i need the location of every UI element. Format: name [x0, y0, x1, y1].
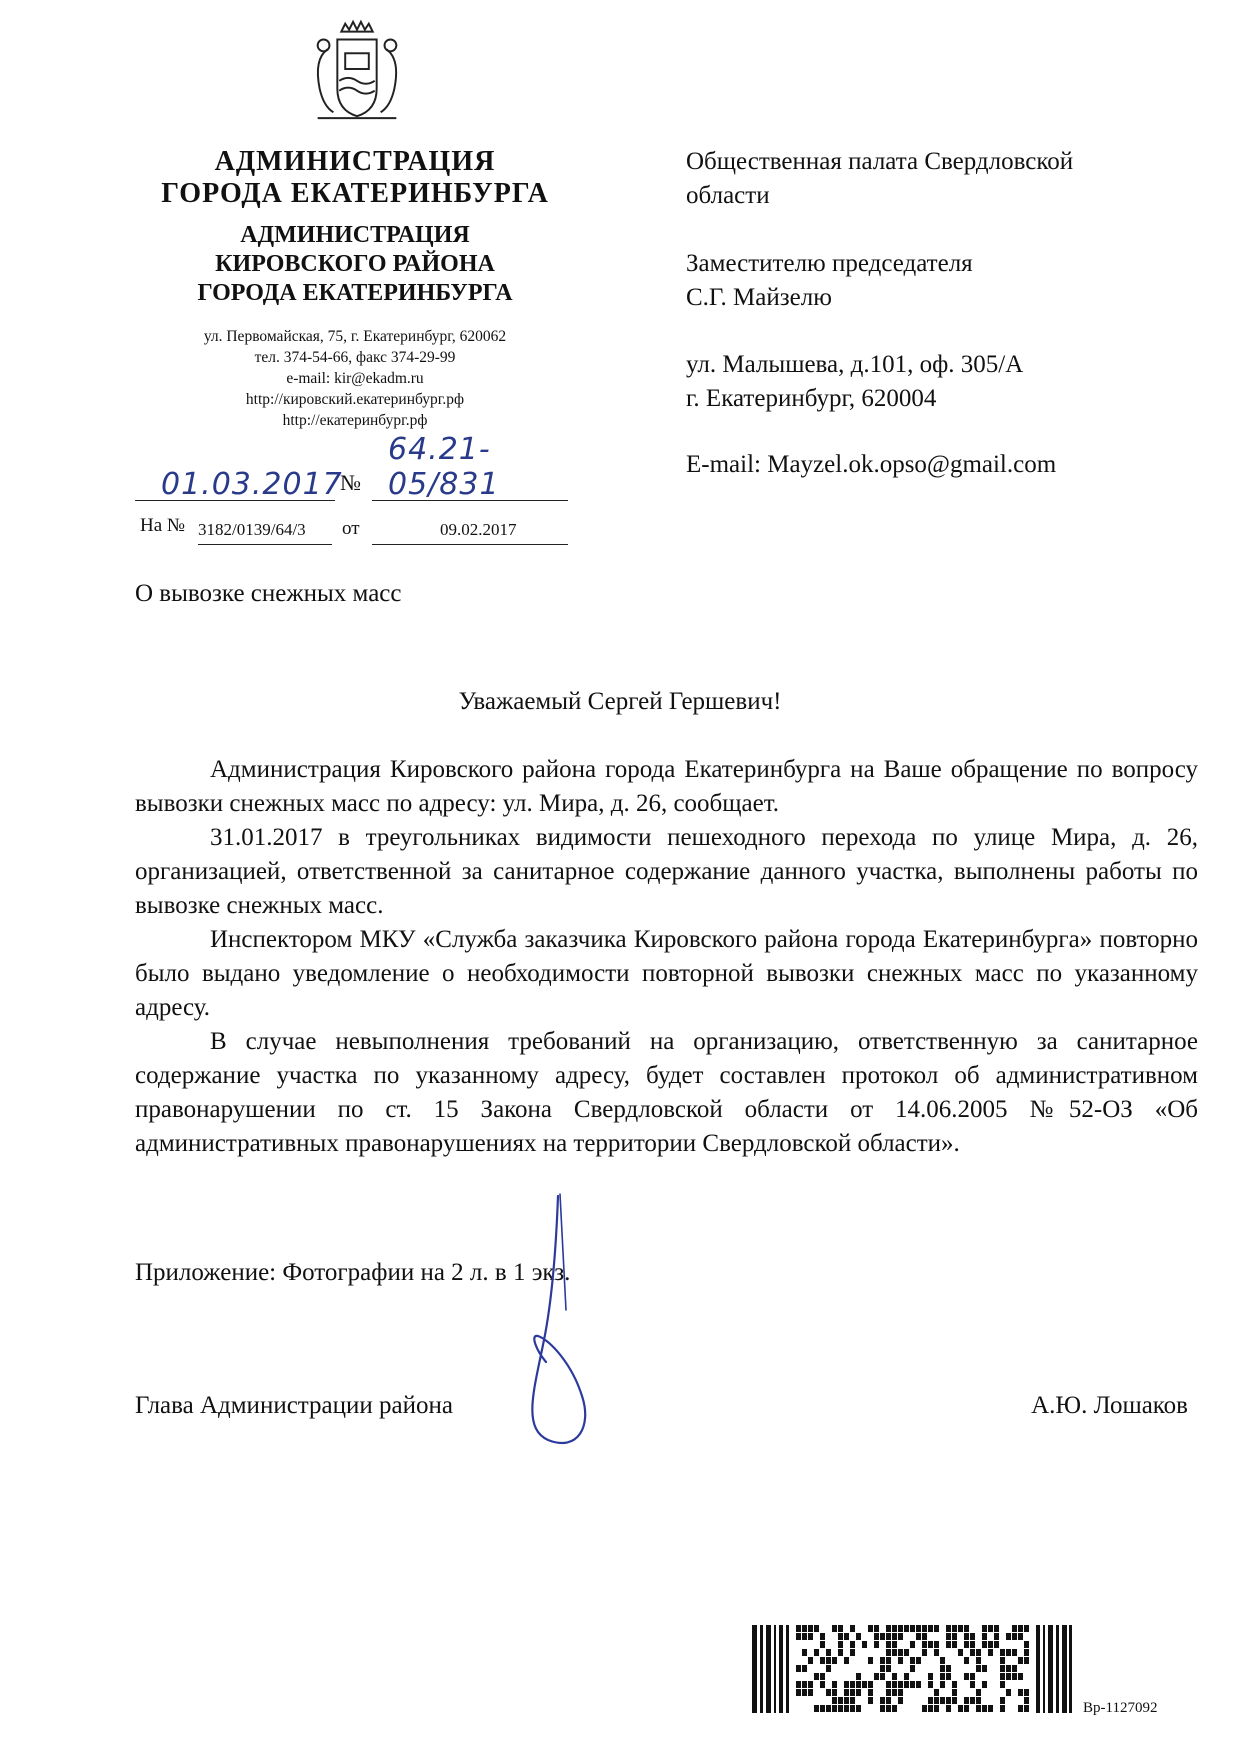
- paragraph: Администрация Кировского района города Екатеринбурга на Ваше обращение по вопросу вывозки снежных масс по адресу: ул. Мира, д. 26, сообщает.: [135, 756, 1198, 817]
- addressee-org: [686, 145, 1186, 213]
- coat-of-arms-icon: [298, 10, 416, 128]
- addressee-org-line-1: Общественная палата Свердловской: [686, 148, 1074, 175]
- sender-site-2: http://екатеринбург.рф: [282, 412, 428, 429]
- district-line-1: АДМИНИСТРАЦИЯ: [240, 222, 470, 248]
- salutation: Уважаемый Сергей Гершевич!: [458, 688, 782, 715]
- addressee-position: [686, 247, 1186, 315]
- reg-date: 01.03.2017: [161, 467, 343, 502]
- sender-phone: тел. 374-54-66, факс 374-29-99: [254, 349, 456, 366]
- ref-date: 09.02.2017: [440, 520, 517, 539]
- letter-body: [135, 753, 1198, 1161]
- paragraph: Инспектором МКУ «Служба заказчика Кировского района города Екатеринбурга» повторно было выдано уведомление о необходимости повторной вывозки снежных масс по указанному адресу.: [135, 926, 1198, 1021]
- ref-number-line: [198, 512, 332, 545]
- addressee-name: С.Г. Майзелю: [686, 284, 832, 311]
- reg-number: 64.21-05/831: [388, 432, 500, 502]
- sender-district: [120, 221, 590, 308]
- addressee-city: г. Екатеринбург, 620004: [686, 385, 937, 412]
- barcode-icon: [752, 1625, 1072, 1713]
- district-line-3: ГОРОДА ЕКАТЕРИНБУРГА: [197, 280, 513, 306]
- district-line-2: КИРОВСКОГО РАЙОНА: [215, 251, 495, 277]
- reg-number-line: [372, 432, 568, 502]
- ref-number: 3182/0139/64/3: [198, 520, 306, 539]
- reg-number-sign: №: [340, 470, 361, 495]
- reg-date-line: [135, 466, 343, 502]
- signature-line: [135, 1392, 1188, 1420]
- admin-line-2: ГОРОДА ЕКАТЕРИНБУРГА: [161, 178, 549, 209]
- addressee-address: [686, 348, 1186, 416]
- paragraph: 31.01.2017 в треугольниках видимости пешеходного перехода по улице Мира, д. 26, организацией, ответственной за санитарное содержание данного участка, выполнены работы по вывозке снежных масс.: [135, 824, 1198, 919]
- paragraph: В случае невыполнения требований на организацию, ответственную за санитарное содержание участка по указанному адресу, будет составлен протокол об административном правонарушении по ст. 15 Закона Свердловской области от 14.06.2005 №52-ОЗ «Об административных правонарушениях на территории Свердловской области».: [135, 1028, 1198, 1157]
- ref-prefix: На №: [140, 515, 186, 536]
- attachment-note: Приложение: Фотографии на 2 л. в 1 экз.: [135, 1259, 571, 1286]
- signer-name: А.Ю. Лошаков: [1031, 1392, 1188, 1419]
- sender-contacts: [120, 326, 590, 431]
- sender-title: [120, 146, 590, 210]
- signer-position: Глава Администрации района: [135, 1392, 453, 1419]
- addressee-email: E-mail: Mayzel.ok.opso@gmail.com: [686, 451, 1057, 478]
- sender-site-1: http://кировский.екатеринбург.рф: [245, 391, 465, 408]
- admin-line-1: АДМИНИСТРАЦИЯ: [214, 146, 496, 177]
- addressee-position-line-1: Заместителю председателя: [686, 250, 973, 277]
- barcode-number: Вр-1127092: [1083, 1700, 1158, 1716]
- ref-from: от: [342, 518, 360, 539]
- ref-date-line: [372, 512, 568, 545]
- addressee-street: ул. Малышева, д.101, оф. 305/А: [686, 351, 1024, 378]
- handwritten-signature-icon: [500, 1190, 610, 1460]
- letter-subject: О вывозке снежных масс: [135, 580, 402, 607]
- sender-email: e-mail: kir@ekadm.ru: [286, 370, 424, 387]
- sender-address: ул. Первомайская, 75, г. Екатеринбург, 620062: [203, 328, 507, 345]
- addressee-org-line-2: области: [686, 182, 770, 209]
